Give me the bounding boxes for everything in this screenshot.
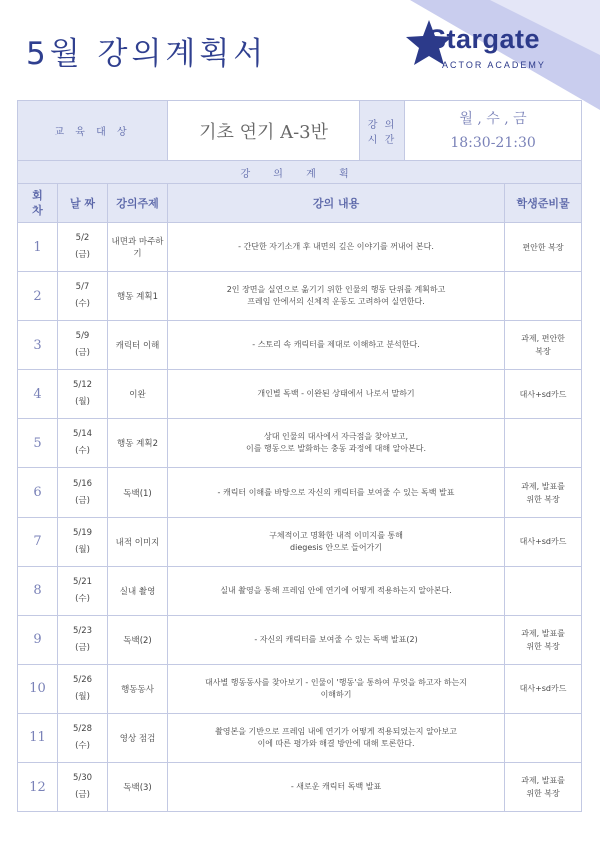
day-text: (월) [75, 691, 90, 702]
date-text: 5/26 [72, 674, 93, 685]
session-prep [505, 419, 582, 468]
lecture-days: 월 , 수 , 금 [459, 110, 527, 127]
session-topic: 독백(2) [108, 615, 168, 664]
column-header-row [18, 184, 582, 223]
date-text: 5/19 [72, 527, 93, 538]
session-date [58, 370, 108, 419]
session-content: - 간단한 자기소개 후 내면의 깊은 이야기를 꺼내어 본다. [168, 223, 505, 272]
section-title: 강 의 계 획 [18, 161, 582, 184]
session-date [58, 272, 108, 321]
date-text: 5/14 [72, 429, 93, 440]
day-text: (수) [75, 299, 90, 310]
stargate-logo [400, 14, 582, 76]
col-header-topic: 강의주제 [108, 184, 168, 223]
session-number: 3 [18, 321, 58, 370]
session-topic: 행동동사 [108, 664, 168, 713]
session-topic: 내면과 마주하기 [108, 223, 168, 272]
lecture-plan-table [17, 100, 582, 812]
time-value [405, 101, 582, 161]
date-text: 5/30 [72, 773, 93, 784]
session-content: 개인별 독백 - 이완된 상태에서 나로서 말하기 [168, 370, 505, 419]
table-row [18, 763, 582, 812]
session-prep [505, 713, 582, 762]
session-content: - 자신의 캐릭터를 보여줄 수 있는 독백 발표(2) [168, 615, 505, 664]
date-text: 5/21 [72, 576, 93, 587]
day-text: (금) [75, 348, 90, 359]
date-text: 5/28 [72, 723, 93, 734]
lecture-hours: 18:30-21:30 [450, 134, 536, 151]
col-header-content: 강의 내용 [168, 184, 505, 223]
day-text: (월) [75, 397, 90, 408]
session-prep: 과제, 발표를 위한 복장 [505, 763, 582, 812]
table-row [18, 566, 582, 615]
session-topic: 독백(1) [108, 468, 168, 517]
session-date [58, 763, 108, 812]
day-text: (수) [75, 593, 90, 604]
session-topic: 이완 [108, 370, 168, 419]
day-text: (월) [75, 544, 90, 555]
table-row [18, 223, 582, 272]
session-prep [505, 566, 582, 615]
lesson-rows [18, 223, 582, 812]
session-number: 11 [18, 713, 58, 762]
session-date [58, 517, 108, 566]
date-text: 5/16 [72, 478, 93, 489]
session-topic: 실내 촬영 [108, 566, 168, 615]
session-prep: 대사+sd카드 [505, 370, 582, 419]
session-content: 대사별 행동동사를 찾아보기 - 인물이 '행동'을 통하여 무엇을 하고자 하는지 이해하기 [168, 664, 505, 713]
session-topic: 독백(3) [108, 763, 168, 812]
session-number: 6 [18, 468, 58, 517]
table-row [18, 713, 582, 762]
table-row [18, 419, 582, 468]
session-number: 2 [18, 272, 58, 321]
session-content: - 스토리 속 캐릭터를 제대로 이해하고 분석한다. [168, 321, 505, 370]
info-row [18, 101, 582, 161]
session-prep: 과제, 발표를 위한 복장 [505, 615, 582, 664]
session-content: - 새로운 캐릭터 독백 발표 [168, 763, 505, 812]
table-row [18, 664, 582, 713]
session-prep: 편안한 복장 [505, 223, 582, 272]
session-content: 실내 촬영을 통해 프레임 안에 연기에 어떻게 적용하는지 알아본다. [168, 566, 505, 615]
session-topic: 내적 이미지 [108, 517, 168, 566]
section-row [18, 161, 582, 184]
session-prep [505, 272, 582, 321]
session-prep: 과제, 편안한 복장 [505, 321, 582, 370]
session-content: 구체적이고 명확한 내적 이미지를 통해 diegesis 안으로 들어가기 [168, 517, 505, 566]
day-text: (수) [75, 740, 90, 751]
session-number: 12 [18, 763, 58, 812]
session-content: - 캐릭터 이해를 바탕으로 자신의 캐릭터를 보여줄 수 있는 독백 발표 [168, 468, 505, 517]
session-topic: 행동 계획1 [108, 272, 168, 321]
session-prep: 과제, 발표를 위한 복장 [505, 468, 582, 517]
session-number: 8 [18, 566, 58, 615]
date-text: 5/9 [75, 331, 90, 342]
session-date [58, 566, 108, 615]
session-content: 상대 인물의 대사에서 자극점을 찾아보고, 이를 행동으로 발화하는 충동 과정에 대해 알아본다. [168, 419, 505, 468]
table-row [18, 468, 582, 517]
day-text: (금) [75, 642, 90, 653]
col-header-no: 회 차 [18, 184, 58, 223]
table-row [18, 272, 582, 321]
session-date [58, 615, 108, 664]
col-header-prep: 학생준비물 [505, 184, 582, 223]
session-number: 5 [18, 419, 58, 468]
session-number: 7 [18, 517, 58, 566]
session-date [58, 321, 108, 370]
session-prep: 대사+sd카드 [505, 517, 582, 566]
session-number: 4 [18, 370, 58, 419]
session-prep: 대사+sd카드 [505, 664, 582, 713]
page-title: 5월 강의계획서 [26, 36, 268, 72]
session-content: 2인 장면을 실연으로 옮기기 위한 인물의 행동 단위를 계획하고 프레임 안에서의 신체적 운동도 고려하여 실연한다. [168, 272, 505, 321]
table-row [18, 517, 582, 566]
session-number: 9 [18, 615, 58, 664]
session-number: 10 [18, 664, 58, 713]
day-text: (수) [75, 446, 90, 457]
session-date [58, 223, 108, 272]
date-text: 5/2 [75, 233, 90, 244]
session-topic: 캐릭터 이해 [108, 321, 168, 370]
target-value: 기초 연기 A-3반 [168, 101, 360, 161]
session-topic: 행동 계획2 [108, 419, 168, 468]
date-text: 5/12 [72, 380, 93, 391]
day-text: (금) [75, 790, 90, 801]
session-topic: 영상 점검 [108, 713, 168, 762]
time-label: 강 의 시 간 [360, 101, 405, 161]
session-date [58, 419, 108, 468]
session-date [58, 664, 108, 713]
session-content: 촬영본을 기반으로 프레임 내에 연기가 어떻게 적용되었는지 알아보고 이에 따른 평가와 해결 방안에 대해 토론한다. [168, 713, 505, 762]
date-text: 5/7 [75, 282, 90, 293]
session-date [58, 468, 108, 517]
logo-name: Stargate [428, 24, 541, 54]
table-row [18, 321, 582, 370]
table-row [18, 370, 582, 419]
date-text: 5/23 [72, 625, 93, 636]
logo-subtitle: ACTOR ACADEMY [442, 60, 546, 70]
session-date [58, 713, 108, 762]
table-row [18, 615, 582, 664]
day-text: (금) [75, 250, 90, 261]
day-text: (금) [75, 495, 90, 506]
session-number: 1 [18, 223, 58, 272]
target-label: 교 육 대 상 [18, 101, 168, 161]
col-header-date: 날 짜 [58, 184, 108, 223]
